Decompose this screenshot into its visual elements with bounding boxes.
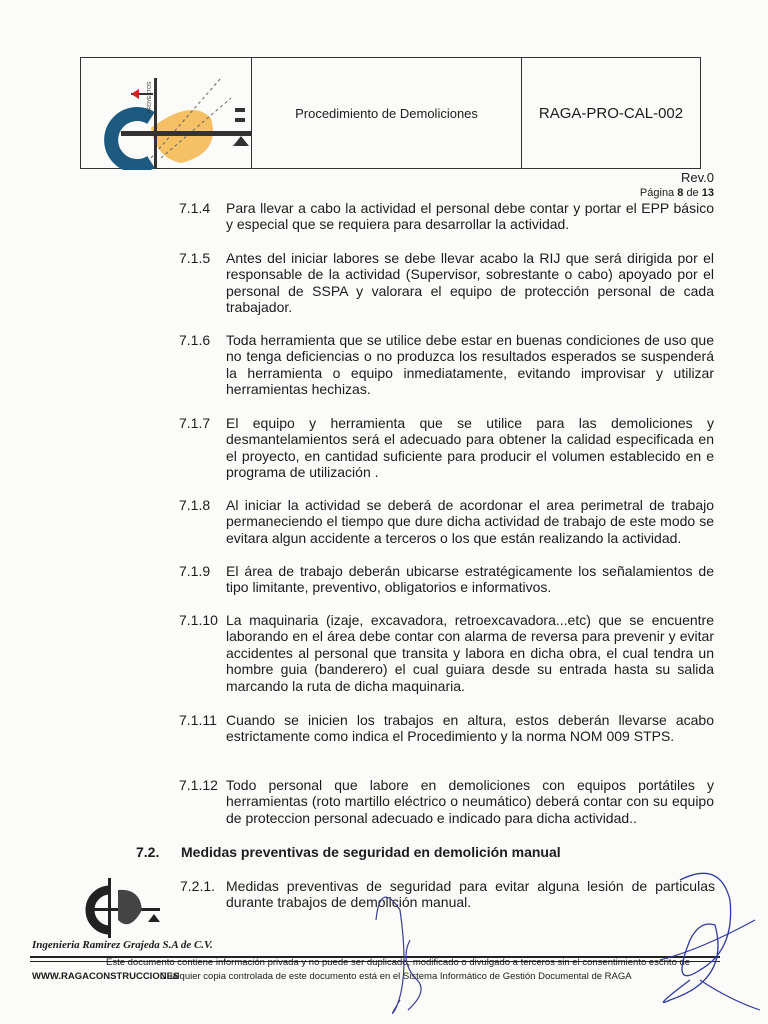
item-number: 7.1.10	[179, 612, 218, 628]
page-number: Página 8 de 13	[639, 187, 714, 199]
company-name: Ingenieria Ramirez Grajeda S.A de C.V.	[32, 939, 213, 951]
list-item	[179, 612, 714, 694]
company-logo	[81, 58, 252, 168]
item-text: Antes del iniciar labores se debe llevar acabo la RIJ que será dirigida por el responsable de la actividad (Supervisor, sobrestante o cabo) apoyado por el personal de SSPA y valorara el equipo de protección personal de cada trabajador.	[226, 250, 714, 316]
item-text: Todo personal que labore en demoliciones con equipos portátiles y herramientas (roto martillo eléctrico o neumático) deberá contar con su equipo de proteccion personal adecuado e indicado para dicha actividad..	[226, 777, 714, 826]
list-item	[179, 332, 714, 398]
list-item	[179, 200, 714, 233]
list-item	[179, 250, 714, 316]
footer-logo	[80, 870, 170, 945]
item-number: 7.1.11	[179, 712, 217, 728]
website-link[interactable]: WWW.RAGACONSTRUCCIONES	[32, 971, 180, 982]
controlled-copy-notice: Cualquier copia controlada de este documento está en el Sistema Informático de Gestión Documental de RAGA	[160, 971, 632, 982]
item-text: Para llevar a cabo la actividad el personal debe contar y portar el EPP básico y especial que se requiera para desarrollar la actividad.	[226, 200, 714, 233]
item-text: El área de trabajo deberán ubicarse estratégicamente los señalamientos de tipo limitante, preventivo, obligatorios e informativos.	[226, 563, 714, 596]
document-code: RAGA-PRO-CAL-002	[538, 104, 684, 122]
revision-label: Rev.0	[681, 170, 714, 185]
item-text: La maquinaria (izaje, excavadora, retroexcavadora...etc) que se encuentre laborando en el área debe contar con alarma de reversa para prevenir y evitar accidentes al personal que transita y labora en dicha obra, el cual tendra un hombre guia (banderero) el cual guiara desde su entrada hasta su salida marcando la ruta de dicha maquinaria.	[226, 612, 714, 694]
handwritten-signature	[370, 860, 768, 1024]
list-item	[179, 777, 714, 826]
section-title: Medidas preventivas de seguridad en demolición manual	[181, 844, 561, 860]
item-number: 7.1.4	[179, 200, 211, 216]
item-text: Toda herramienta que se utilice debe estar en buenas condiciones de uso que no tenga deficiencias o no produzca los resultados esperados se suspenderá la herramienta o equipo inmediatamente, evitando improvisar y utilizar herramientas hechizas.	[226, 332, 714, 398]
item-number: 7.1.8	[179, 497, 211, 513]
document-header	[80, 57, 701, 169]
item-number: 7.1.7	[179, 415, 211, 431]
item-number: 7.1.5	[179, 250, 211, 266]
svg-text:PROYECTOS: PROYECTOS	[147, 81, 153, 113]
item-text: Al iniciar la actividad se deberá de acordonar el area perimetral de trabajo permaneciendo el tiempo que dure dicha actividad de trabajo de este modo se evitara algun accidente a terceros o los que están realizando la actividad.	[226, 497, 714, 546]
list-item	[179, 712, 714, 745]
confidentiality-notice: Este documento contiene información privada y no puede ser duplicado, modificado o divulgado a terceros sin el consentimiento escrito de	[106, 957, 691, 968]
item-number: 7.1.12	[179, 777, 218, 793]
item-number: 7.1.6	[179, 332, 211, 348]
document-title: Procedimiento de Demoliciones	[252, 58, 522, 168]
item-text: Cuando se inicien los trabajos en altura, estos deberán llevarse acabo estrictamente como indica el Procedimiento y la norma NOM 009 STPS.	[226, 712, 714, 745]
list-item	[179, 563, 714, 596]
item-number: 7.1.9	[179, 563, 211, 579]
item-text: Medidas preventivas de seguridad para evitar alguna lesión de particulas durante trabajos de demolición manual.	[226, 878, 715, 911]
item-number: 7.2.1.	[180, 878, 216, 894]
item-text: El equipo y herramienta que se utilice para las demoliciones y desmantelamientos será el adecuado para obtener la calidad especificada en el proyecto, en cantidad suficiente para producir el volumen establecido en e programa de utilización .	[226, 415, 714, 481]
list-item	[179, 415, 714, 481]
list-item	[179, 497, 714, 546]
section-number: 7.2.	[136, 844, 160, 860]
